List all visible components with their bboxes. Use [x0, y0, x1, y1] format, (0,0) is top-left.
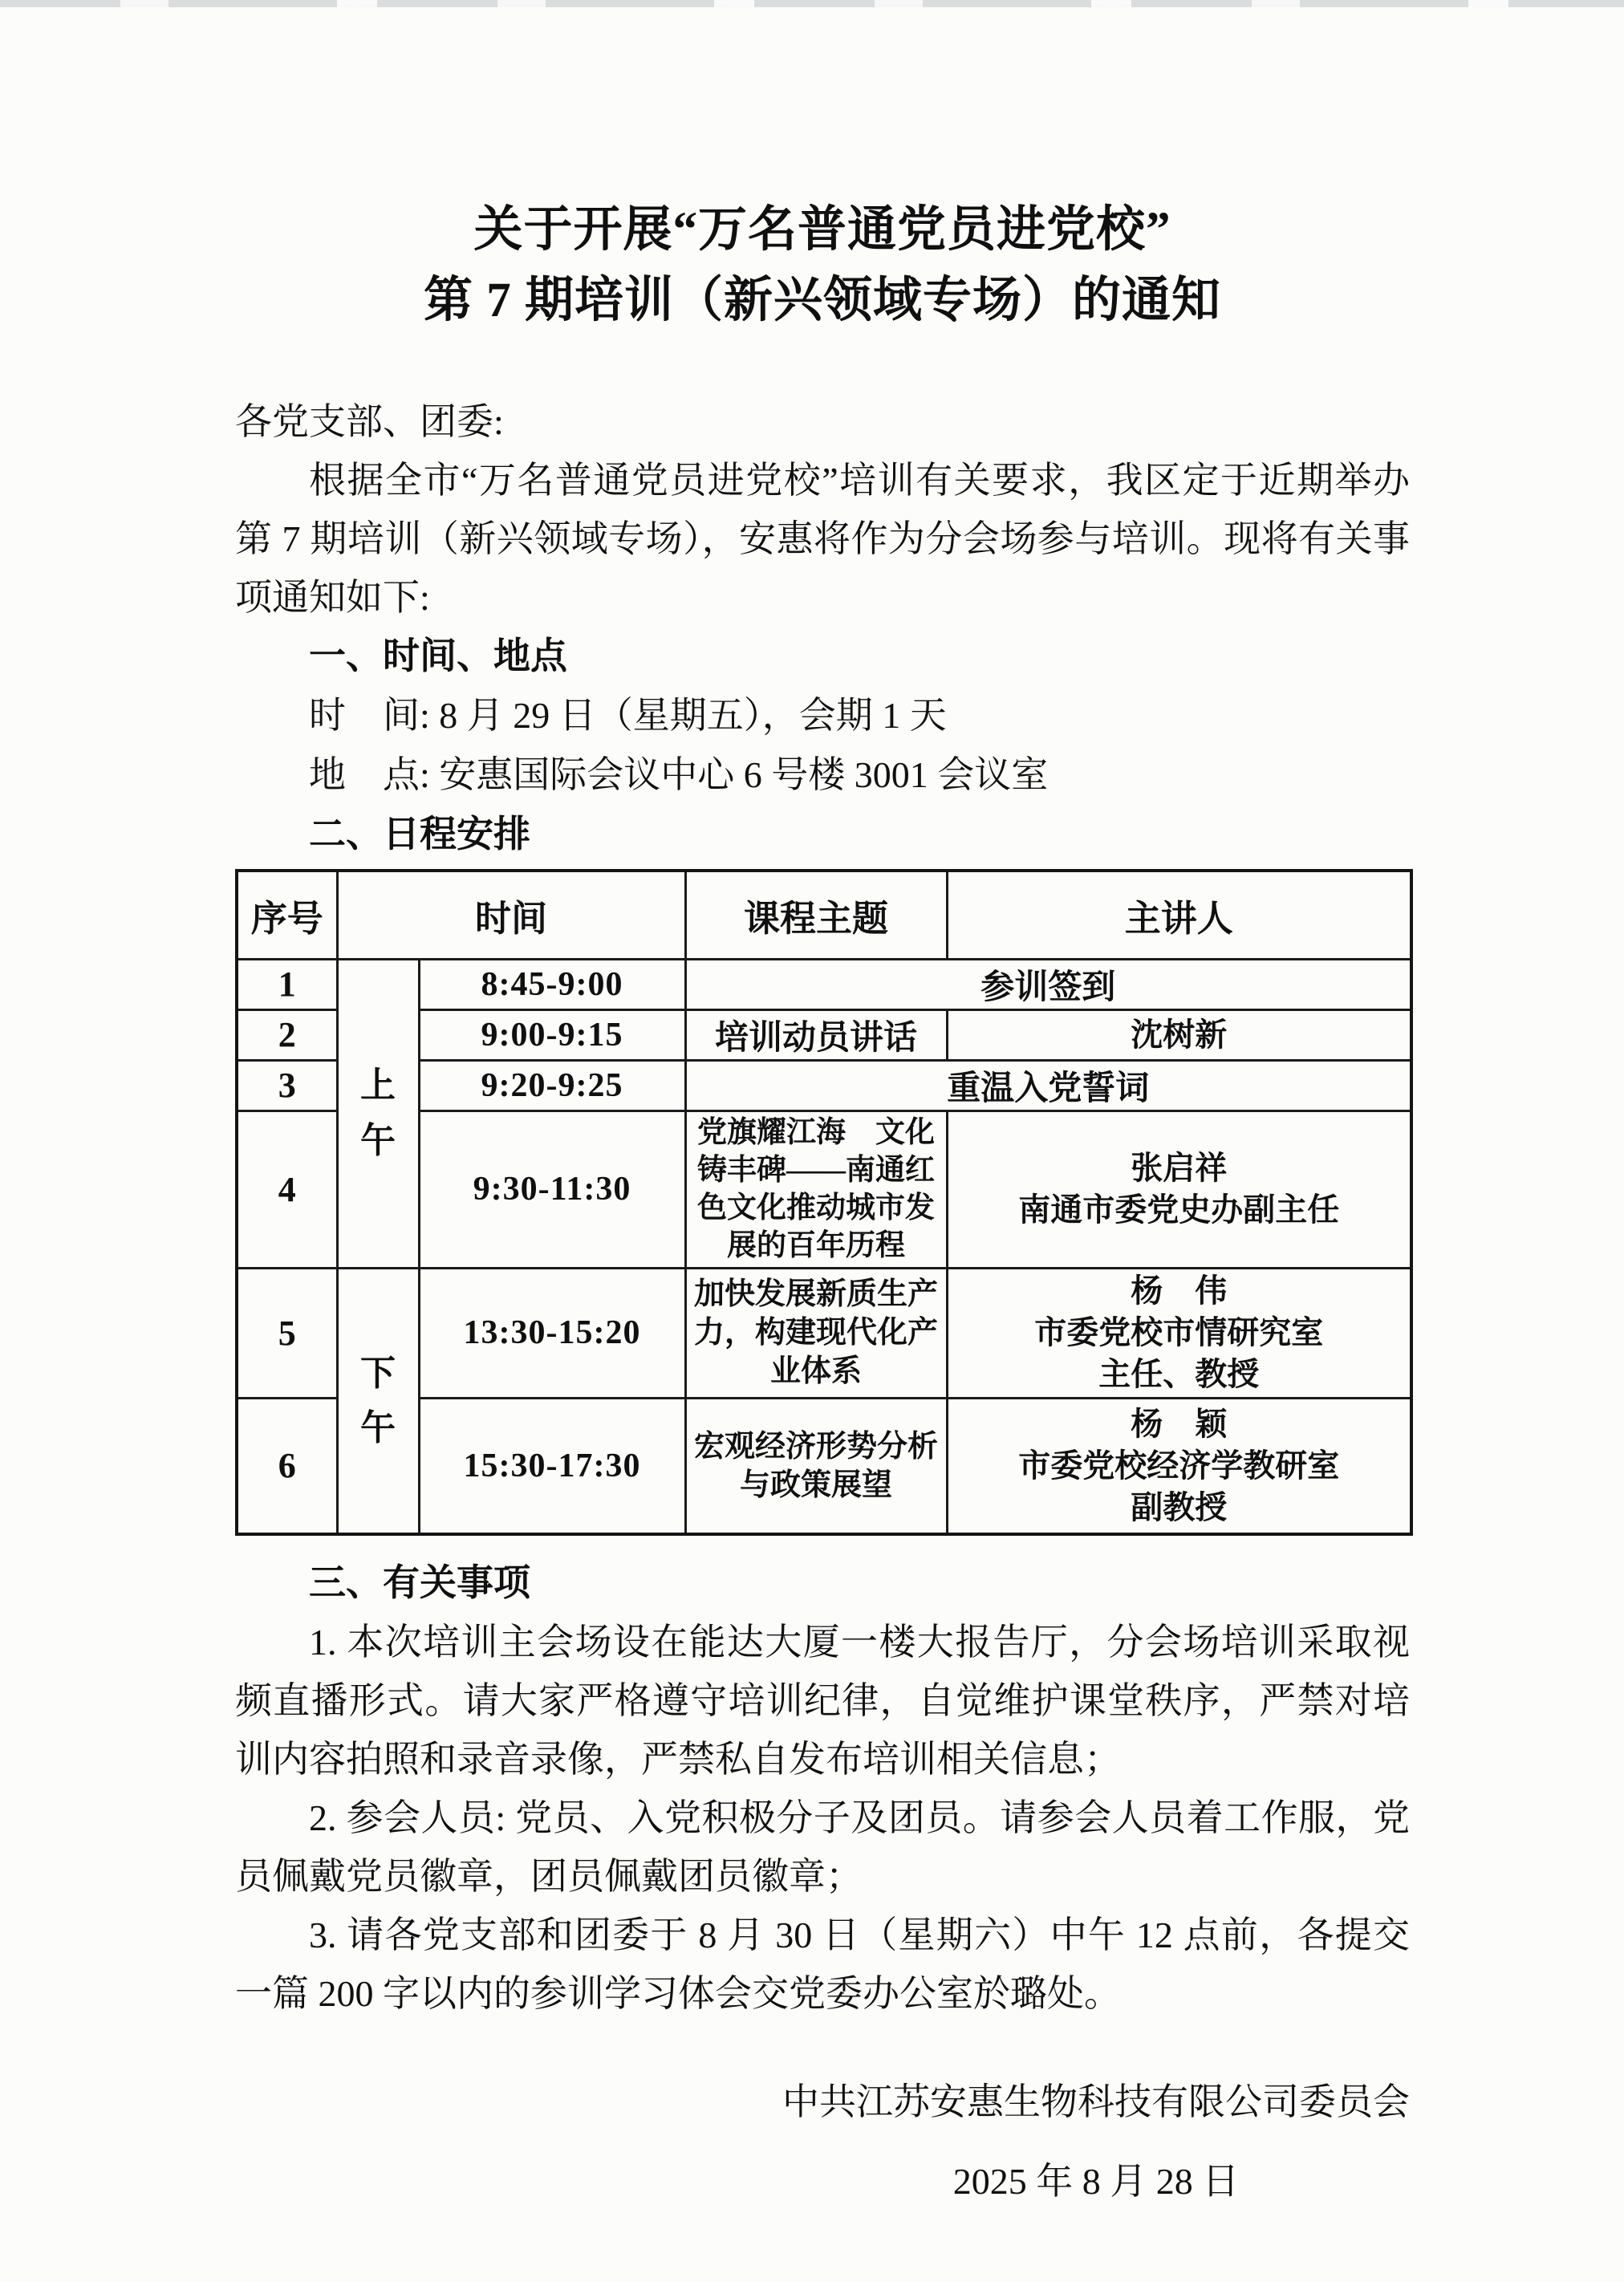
row5-no: 5 — [237, 1268, 337, 1398]
row6-no: 6 — [237, 1398, 337, 1534]
scan-artifact-strip — [0, 0, 1624, 7]
row4-no: 4 — [237, 1111, 337, 1268]
signature-inner — [782, 2073, 1410, 2211]
signature-block — [235, 2073, 1410, 2211]
header-col-time: 时间 — [337, 871, 685, 959]
header-col-speaker: 主讲人 — [947, 871, 1411, 959]
section2-heading: 二、日程安排 — [309, 814, 530, 855]
row3-topic: 重温入党誓词 — [685, 1060, 1411, 1111]
signature-org: 中共江苏安惠生物科技有限公司委员会 — [782, 2081, 1410, 2122]
row6-speaker-org: 市委党校经济学教研室 — [1018, 1447, 1340, 1484]
period-afternoon-label: 下午 — [360, 1353, 396, 1448]
row4-speaker-title: 南通市委党史办副主任 — [1018, 1192, 1340, 1228]
notice-item-3: 3. 请各党支部和团委于 8 月 30 日（星期六）中午 12 点前，各提交一篇 200 字以内的参训学习体会交党委办公室於璐处。 — [235, 1915, 1410, 2014]
schedule-row-1 — [237, 959, 1411, 1009]
row5-time: 13:30-15:20 — [419, 1268, 685, 1398]
row1-time: 8:45-9:00 — [419, 959, 685, 1009]
row4-speaker-name: 张启祥 — [1131, 1150, 1228, 1186]
row2-time: 9:00-9:15 — [419, 1009, 685, 1060]
row4-speaker — [947, 1111, 1411, 1268]
intro-paragraph: 根据全市“万名普通党员进党校”培训有关要求，我区定于近期举办第 7 期培训（新兴领域专场），安惠将作为分会场参与培训。现将有关事项通知如下: — [235, 460, 1410, 618]
row3-time: 9:20-9:25 — [419, 1060, 685, 1111]
period-morning-cell — [337, 959, 419, 1268]
notice-title-line2: 第 7 期培训（新兴领域专场）的通知 — [423, 274, 1221, 327]
row5-speaker — [947, 1268, 1411, 1398]
row2-no: 2 — [237, 1009, 337, 1060]
row5-topic: 加快发展新质生产力，构建现代化产业体系 — [685, 1268, 947, 1398]
schedule-table — [235, 869, 1413, 1536]
row1-topic: 参训签到 — [685, 959, 1411, 1009]
row6-speaker — [947, 1398, 1411, 1534]
row1-no: 1 — [237, 959, 337, 1009]
notice-item-1: 1. 本次培训主会场设在能达大厦一楼大报告厅，分会场培训采取视频直播形式。请大家严格遵守培训纪律，自觉维护课堂秩序，严禁对培训内容拍照和录音录像，严禁私自发布培训相关信息； — [235, 1622, 1410, 1780]
notice-item-2: 2. 参会人员: 党员、入党积极分子及团员。请参会人员着工作服，党员佩戴党员徽章，团员佩戴团员徽章； — [235, 1797, 1410, 1897]
document-content — [0, 195, 1624, 2211]
signature-date: 2025 年 8 月 28 日 — [952, 2161, 1240, 2202]
row6-speaker-name: 杨 颖 — [1131, 1405, 1228, 1442]
row4-time: 9:30-11:30 — [419, 1111, 685, 1268]
row6-time: 15:30-17:30 — [419, 1398, 685, 1534]
schedule-row-5 — [237, 1268, 1411, 1398]
row4-topic: 党旗耀江海 文化铸丰碑——南通红色文化推动城市发展的百年历程 — [685, 1111, 947, 1268]
row6-topic: 宏观经济形势分析与政策展望 — [685, 1398, 947, 1534]
header-col-no: 序号 — [237, 871, 337, 959]
period-morning-label: 上午 — [360, 1066, 396, 1160]
notice-title-line1: 关于开展“万名普通党员进党校” — [473, 203, 1171, 257]
row3-no: 3 — [237, 1060, 337, 1111]
row2-topic: 培训动员讲话 — [685, 1009, 947, 1060]
schedule-header-row — [237, 871, 1411, 959]
row5-speaker-name: 杨 伟 — [1131, 1273, 1228, 1309]
time-line: 时 间: 8 月 29 日（星期五），会期 1 天 — [309, 695, 947, 736]
section1-heading: 一、时间、地点 — [309, 635, 567, 676]
place-line: 地 点: 安惠国际会议中心 6 号楼 3001 会议室 — [309, 754, 1049, 795]
row6-speaker-title: 副教授 — [1131, 1488, 1228, 1525]
row2-speaker: 沈树新 — [947, 1009, 1411, 1060]
notice-title — [235, 195, 1410, 336]
salutation: 各党支部、团委: — [235, 401, 504, 442]
header-col-topic: 课程主题 — [685, 871, 947, 959]
row5-speaker-title: 主任、教授 — [1098, 1356, 1260, 1392]
row5-speaker-org: 市委党校市情研究室 — [1034, 1314, 1324, 1350]
section3-heading: 三、有关事项 — [309, 1562, 530, 1603]
period-afternoon-cell — [337, 1268, 419, 1534]
